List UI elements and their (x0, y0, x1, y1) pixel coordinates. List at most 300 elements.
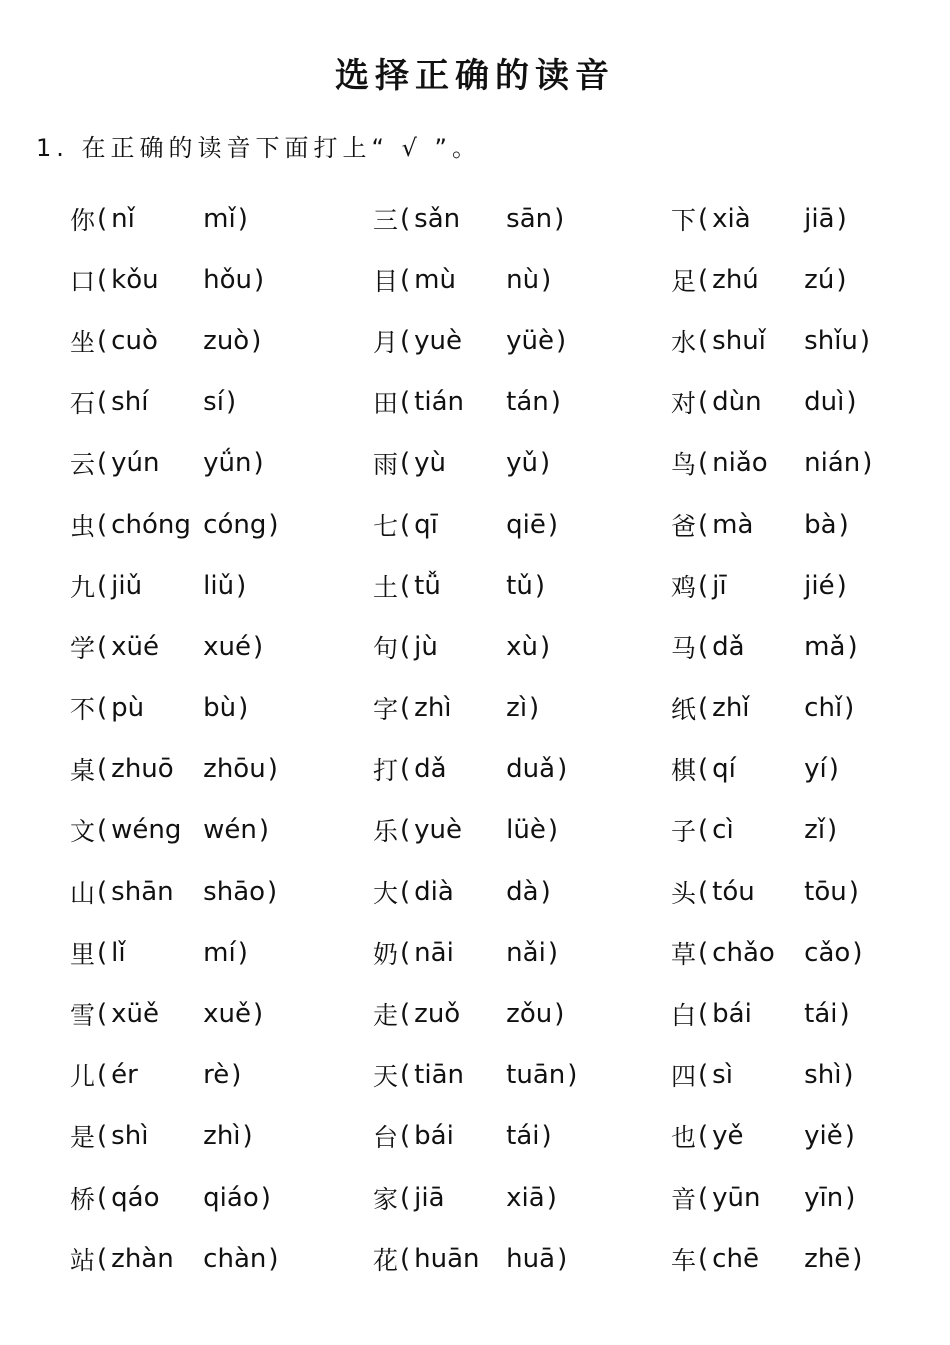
left-paren: ( (97, 876, 108, 907)
hanzi-character: 云 (70, 450, 96, 480)
pinyin-option-1[interactable]: jī (712, 570, 727, 601)
left-paren: ( (97, 570, 108, 601)
left-paren: ( (97, 1121, 108, 1152)
left-paren: ( (97, 815, 108, 846)
left-paren: ( (400, 754, 411, 785)
pinyin-option-1[interactable]: mà (712, 509, 754, 540)
pinyin-option-1[interactable]: shān (111, 876, 174, 907)
pinyin-option-2[interactable]: xiā (506, 1182, 545, 1213)
pinyin-option-1[interactable]: yě (712, 1121, 744, 1152)
left-paren: ( (400, 203, 411, 234)
pinyin-option-1[interactable]: zhuō (111, 754, 174, 785)
exercise-item (70, 800, 373, 861)
hanzi-character: 七 (373, 511, 399, 541)
pinyin-option-1[interactable]: shì (111, 1121, 149, 1152)
left-paren: ( (698, 203, 709, 234)
hanzi-character: 桌 (70, 756, 96, 786)
pinyin-option-2[interactable]: nián (804, 448, 861, 479)
left-paren: ( (97, 693, 108, 724)
left-paren: ( (97, 999, 108, 1030)
left-paren: ( (400, 448, 411, 479)
left-paren: ( (698, 815, 709, 846)
exercise-item (373, 1106, 671, 1167)
left-paren: ( (97, 754, 108, 785)
exercise-item (70, 1045, 373, 1106)
exercise-item (70, 555, 373, 616)
pinyin-option-2[interactable]: shāo (203, 876, 266, 907)
exercise-item (373, 188, 671, 249)
left-paren: ( (698, 509, 709, 540)
left-paren: ( (97, 1243, 108, 1274)
right-paren: ) (251, 325, 262, 356)
exercise-item (373, 1167, 671, 1228)
right-paren: ) (534, 570, 546, 601)
left-paren: ( (400, 876, 411, 907)
pinyin-option-2[interactable]: dà (506, 876, 539, 907)
left-paren: ( (698, 937, 709, 968)
pinyin-option-1[interactable]: zhàn (111, 1243, 174, 1274)
pinyin-option-1[interactable]: yún (111, 448, 160, 479)
right-paren: ) (237, 203, 248, 234)
exercise-item (70, 1167, 373, 1228)
pinyin-option-2[interactable]: tōu (804, 876, 847, 907)
pinyin-option-1[interactable]: cì (712, 815, 734, 846)
hanzi-character: 棋 (671, 756, 697, 786)
pinyin-exercise-grid (70, 188, 950, 1289)
hanzi-character: 子 (671, 817, 697, 847)
hanzi-character: 花 (373, 1245, 399, 1275)
left-paren: ( (97, 264, 108, 295)
left-paren: ( (698, 325, 709, 356)
pinyin-option-1[interactable]: nāi (414, 937, 454, 968)
right-paren: ) (848, 876, 859, 907)
hanzi-character: 句 (373, 633, 399, 663)
right-paren: ) (242, 1121, 253, 1152)
exercise-item (671, 616, 950, 677)
pinyin-option-1[interactable]: sì (712, 1060, 733, 1091)
pinyin-option-1[interactable]: tiān (414, 1060, 465, 1091)
exercise-item (671, 678, 950, 739)
pinyin-option-2[interactable]: liǔ (203, 570, 235, 601)
pinyin-option-2[interactable]: qiáo (203, 1182, 259, 1213)
pinyin-option-1[interactable]: zhú (712, 264, 759, 295)
right-paren: ) (852, 937, 863, 968)
exercise-item (70, 739, 373, 800)
hanzi-character: 不 (70, 695, 96, 725)
left-paren: ( (698, 1121, 709, 1152)
hanzi-character: 你 (70, 205, 96, 235)
pinyin-option-2[interactable]: lüè (506, 815, 546, 846)
pinyin-option-1[interactable]: jiǔ (111, 570, 143, 601)
exercise-item (671, 372, 950, 433)
pinyin-option-2[interactable]: zhì (203, 1121, 241, 1152)
right-paren: ) (828, 754, 839, 785)
pinyin-option-2[interactable]: yüè (506, 325, 555, 356)
exercise-item (671, 983, 950, 1044)
pinyin-option-2[interactable]: mí (203, 937, 236, 968)
pinyin-option-1[interactable]: chē (712, 1243, 759, 1274)
pinyin-option-1[interactable]: huān (414, 1243, 480, 1274)
pinyin-option-1[interactable]: jiā (414, 1182, 445, 1213)
exercise-item (373, 678, 671, 739)
exercise-item (373, 983, 671, 1044)
pinyin-option-2[interactable]: duì (804, 387, 845, 418)
left-paren: ( (400, 387, 411, 418)
pinyin-option-2[interactable]: chǐ (804, 693, 843, 724)
pinyin-option-2[interactable]: nù (506, 264, 540, 295)
left-paren: ( (97, 387, 108, 418)
exercise-item (373, 739, 671, 800)
left-paren: ( (698, 876, 709, 907)
pinyin-option-2[interactable]: zǒu (506, 999, 553, 1030)
hanzi-character: 字 (373, 695, 399, 725)
right-paren: ) (238, 693, 249, 724)
left-paren: ( (698, 1060, 709, 1091)
left-paren: ( (698, 387, 709, 418)
pinyin-option-2[interactable]: cóng (203, 509, 267, 540)
hanzi-character: 月 (373, 327, 399, 357)
left-paren: ( (400, 693, 411, 724)
right-paren: ) (845, 1182, 856, 1213)
pinyin-option-1[interactable]: zhì (414, 693, 452, 724)
left-paren: ( (400, 937, 411, 968)
pinyin-option-1[interactable]: bái (414, 1121, 454, 1152)
pinyin-option-2[interactable]: bà (804, 509, 837, 540)
right-paren: ) (859, 325, 871, 356)
pinyin-option-2[interactable]: yǘn (203, 448, 252, 479)
right-paren: ) (844, 693, 855, 724)
hanzi-character: 坐 (70, 327, 96, 357)
pinyin-option-1[interactable]: yuè (414, 325, 463, 356)
pinyin-option-2[interactable]: zhōu (203, 754, 266, 785)
hanzi-character: 文 (70, 817, 96, 847)
hanzi-character: 足 (671, 266, 697, 296)
pinyin-option-1[interactable]: wéng (111, 815, 182, 846)
pinyin-option-1[interactable]: yūn (712, 1182, 761, 1213)
left-paren: ( (97, 325, 108, 356)
hanzi-character: 三 (373, 205, 399, 235)
exercise-item (671, 494, 950, 555)
right-paren: ) (258, 815, 270, 846)
pinyin-option-2[interactable]: mǐ (203, 203, 236, 234)
hanzi-character: 打 (373, 756, 399, 786)
pinyin-option-2[interactable]: tái (506, 1121, 540, 1152)
left-paren: ( (400, 1060, 411, 1091)
pinyin-option-1[interactable]: nǐ (111, 203, 135, 234)
pinyin-option-1[interactable]: sǎn (414, 203, 461, 234)
right-paren: ) (267, 876, 278, 907)
right-paren: ) (231, 1060, 242, 1091)
exercise-item (70, 188, 373, 249)
right-paren: ) (253, 631, 264, 662)
pinyin-option-2[interactable]: xù (506, 631, 539, 662)
pinyin-option-2[interactable]: sí (203, 387, 224, 418)
left-paren: ( (698, 999, 709, 1030)
pinyin-option-2[interactable]: tán (506, 387, 549, 418)
hanzi-character: 雨 (373, 450, 399, 480)
exercise-item (373, 922, 671, 983)
pinyin-option-1[interactable]: qí (712, 754, 736, 785)
right-paren: ) (260, 1182, 271, 1213)
left-paren: ( (698, 754, 709, 785)
pinyin-option-1[interactable]: yuè (414, 815, 463, 846)
right-paren: ) (852, 1243, 863, 1274)
pinyin-option-1[interactable]: ér (111, 1060, 138, 1091)
pinyin-option-2[interactable]: mǎ (804, 631, 846, 662)
exercise-item (70, 861, 373, 922)
pinyin-option-2[interactable]: sān (506, 203, 553, 234)
right-paren: ) (541, 264, 552, 295)
exercise-item (671, 1045, 950, 1106)
hanzi-character: 四 (671, 1062, 697, 1092)
pinyin-option-2[interactable]: zhē (804, 1243, 851, 1274)
right-paren: ) (547, 937, 558, 968)
pinyin-option-2[interactable]: qiē (506, 509, 546, 540)
exercise-item (373, 372, 671, 433)
exercise-item (671, 1167, 950, 1228)
right-paren: ) (540, 448, 551, 479)
exercise-item (70, 433, 373, 494)
pinyin-option-2[interactable]: duǎ (506, 754, 556, 785)
hanzi-character: 马 (671, 633, 697, 663)
pinyin-option-2[interactable]: jié (804, 570, 835, 601)
exercise-item (671, 310, 950, 371)
pinyin-option-1[interactable]: lǐ (111, 937, 126, 968)
exercise-item (70, 922, 373, 983)
exercise-item (373, 861, 671, 922)
pinyin-option-2[interactable]: yīn (804, 1182, 844, 1213)
pinyin-option-1[interactable]: shí (111, 387, 149, 418)
right-paren: ) (268, 1243, 279, 1274)
exercise-item (373, 555, 671, 616)
exercise-item (671, 1228, 950, 1289)
pinyin-option-2[interactable]: nǎi (506, 937, 546, 968)
left-paren: ( (698, 693, 709, 724)
pinyin-option-1[interactable]: tóu (712, 876, 755, 907)
hanzi-character: 里 (70, 939, 96, 969)
hanzi-character: 草 (671, 939, 697, 969)
pinyin-option-1[interactable]: yù (414, 448, 447, 479)
pinyin-option-2[interactable]: zú (804, 264, 835, 295)
hanzi-character: 天 (373, 1062, 399, 1092)
hanzi-character: 桥 (70, 1184, 96, 1214)
right-paren: ) (267, 754, 278, 785)
hanzi-character: 也 (671, 1123, 697, 1153)
right-paren: ) (862, 448, 873, 479)
hanzi-character: 乐 (373, 817, 399, 847)
right-paren: ) (253, 999, 264, 1030)
hanzi-character: 车 (671, 1245, 697, 1275)
hanzi-character: 大 (373, 878, 399, 908)
pinyin-option-2[interactable]: wén (203, 815, 257, 846)
right-paren: ) (557, 1243, 568, 1274)
pinyin-option-2[interactable]: xué (203, 631, 252, 662)
exercise-item (373, 616, 671, 677)
right-paren: ) (844, 1121, 855, 1152)
pinyin-option-2[interactable]: tuān (506, 1060, 566, 1091)
pinyin-option-2[interactable]: chàn (203, 1243, 267, 1274)
exercise-item (671, 433, 950, 494)
hanzi-character: 台 (373, 1123, 399, 1153)
exercise-item (70, 616, 373, 677)
pinyin-option-1[interactable]: zhǐ (712, 693, 750, 724)
left-paren: ( (97, 448, 108, 479)
left-paren: ( (97, 937, 108, 968)
left-paren: ( (400, 1121, 411, 1152)
right-paren: ) (836, 264, 847, 295)
right-paren: ) (847, 631, 858, 662)
right-paren: ) (554, 203, 565, 234)
left-paren: ( (400, 1182, 411, 1213)
left-paren: ( (698, 570, 709, 601)
pinyin-option-1[interactable]: shuǐ (712, 325, 766, 356)
pinyin-option-2[interactable]: bù (203, 693, 237, 724)
left-paren: ( (400, 631, 411, 662)
right-paren: ) (554, 999, 565, 1030)
left-paren: ( (698, 631, 709, 662)
pinyin-option-1[interactable]: qī (414, 509, 438, 540)
hanzi-character: 鸟 (671, 450, 697, 480)
exercise-item (70, 1228, 373, 1289)
hanzi-character: 音 (671, 1184, 697, 1214)
right-paren: ) (567, 1060, 578, 1091)
pinyin-option-1[interactable]: cuò (111, 325, 158, 356)
hanzi-character: 水 (671, 327, 697, 357)
left-paren: ( (698, 264, 709, 295)
exercise-item (671, 861, 950, 922)
pinyin-option-2[interactable]: tǔ (506, 570, 533, 601)
pinyin-option-1[interactable]: kǒu (111, 264, 159, 295)
pinyin-option-1[interactable]: xià (712, 203, 751, 234)
exercise-item (373, 249, 671, 310)
left-paren: ( (400, 325, 411, 356)
right-paren: ) (827, 815, 838, 846)
pinyin-option-1[interactable]: chǎo (712, 937, 775, 968)
pinyin-option-2[interactable]: jiā (804, 203, 835, 234)
right-paren: ) (557, 754, 568, 785)
left-paren: ( (400, 1243, 411, 1274)
exercise-item (373, 1228, 671, 1289)
right-paren: ) (836, 203, 847, 234)
pinyin-option-2[interactable]: huā (506, 1243, 556, 1274)
pinyin-option-1[interactable]: dià (414, 876, 454, 907)
hanzi-character: 儿 (70, 1062, 96, 1092)
right-paren: ) (839, 999, 850, 1030)
exercise-item (671, 800, 950, 861)
hanzi-character: 头 (671, 878, 697, 908)
hanzi-character: 雪 (70, 1001, 96, 1031)
exercise-item (671, 922, 950, 983)
left-paren: ( (97, 1182, 108, 1213)
right-paren: ) (836, 570, 847, 601)
right-paren: ) (225, 387, 237, 418)
exercise-item (70, 983, 373, 1044)
left-paren: ( (97, 1060, 108, 1091)
exercise-item (373, 433, 671, 494)
pinyin-option-2[interactable]: yiě (804, 1121, 843, 1152)
hanzi-character: 白 (671, 1001, 697, 1031)
pinyin-option-2[interactable]: shǐu (804, 325, 858, 356)
right-paren: ) (237, 937, 248, 968)
exercise-item (373, 494, 671, 555)
hanzi-character: 爸 (671, 511, 697, 541)
right-paren: ) (540, 876, 551, 907)
pinyin-option-1[interactable]: pù (111, 693, 145, 724)
right-paren: ) (846, 387, 857, 418)
pinyin-option-2[interactable]: yí (804, 754, 827, 785)
hanzi-character: 家 (373, 1184, 399, 1214)
right-paren: ) (838, 509, 849, 540)
hanzi-character: 鸡 (671, 572, 697, 602)
pinyin-option-1[interactable]: dǎ (414, 754, 447, 785)
left-paren: ( (400, 570, 411, 601)
pinyin-option-2[interactable]: rè (203, 1060, 230, 1091)
pinyin-option-2[interactable]: tái (804, 999, 838, 1030)
exercise-item (70, 494, 373, 555)
hanzi-character: 石 (70, 389, 96, 419)
hanzi-character: 山 (70, 878, 96, 908)
pinyin-option-1[interactable]: tǚ (414, 570, 441, 601)
hanzi-character: 站 (70, 1245, 96, 1275)
pinyin-option-1[interactable]: jù (414, 631, 438, 662)
pinyin-option-2[interactable]: cǎo (804, 937, 851, 968)
hanzi-character: 目 (373, 266, 399, 296)
right-paren: ) (541, 1121, 552, 1152)
exercise-item (373, 1045, 671, 1106)
hanzi-character: 对 (671, 389, 697, 419)
exercise-item (70, 1106, 373, 1167)
pinyin-option-1[interactable]: bái (712, 999, 752, 1030)
right-paren: ) (556, 325, 567, 356)
pinyin-option-1[interactable]: qáo (111, 1182, 160, 1213)
pinyin-option-2[interactable]: zì (506, 693, 528, 724)
pinyin-option-2[interactable]: hǒu (203, 264, 253, 295)
pinyin-option-1[interactable]: niǎo (712, 448, 768, 479)
pinyin-option-2[interactable]: yǔ (506, 448, 539, 479)
pinyin-option-1[interactable]: dǎ (712, 631, 745, 662)
pinyin-option-2[interactable]: zǐ (804, 815, 826, 846)
hanzi-character: 走 (373, 1001, 399, 1031)
left-paren: ( (97, 203, 108, 234)
left-paren: ( (400, 264, 411, 295)
exercise-item (671, 249, 950, 310)
exercise-item (671, 1106, 950, 1167)
exercise-item (70, 678, 373, 739)
left-paren: ( (400, 509, 411, 540)
hanzi-character: 土 (373, 572, 399, 602)
left-paren: ( (400, 815, 411, 846)
hanzi-character: 虫 (70, 511, 96, 541)
hanzi-character: 学 (70, 633, 96, 663)
left-paren: ( (698, 448, 709, 479)
pinyin-option-1[interactable]: mù (414, 264, 456, 295)
exercise-item (373, 310, 671, 371)
pinyin-option-1[interactable]: dùn (712, 387, 762, 418)
pinyin-option-2[interactable]: zuò (203, 325, 250, 356)
pinyin-option-1[interactable]: zuǒ (414, 999, 461, 1030)
pinyin-option-1[interactable]: tián (414, 387, 465, 418)
pinyin-option-2[interactable]: shì (804, 1060, 842, 1091)
pinyin-option-1[interactable]: chóng (111, 509, 191, 540)
exercise-item (671, 555, 950, 616)
pinyin-option-2[interactable]: xuě (203, 999, 252, 1030)
right-paren: ) (547, 815, 559, 846)
exercise-item (671, 739, 950, 800)
pinyin-option-1[interactable]: xüé (111, 631, 160, 662)
hanzi-character: 田 (373, 389, 399, 419)
pinyin-option-1[interactable]: xüě (111, 999, 160, 1030)
exercise-item (671, 188, 950, 249)
